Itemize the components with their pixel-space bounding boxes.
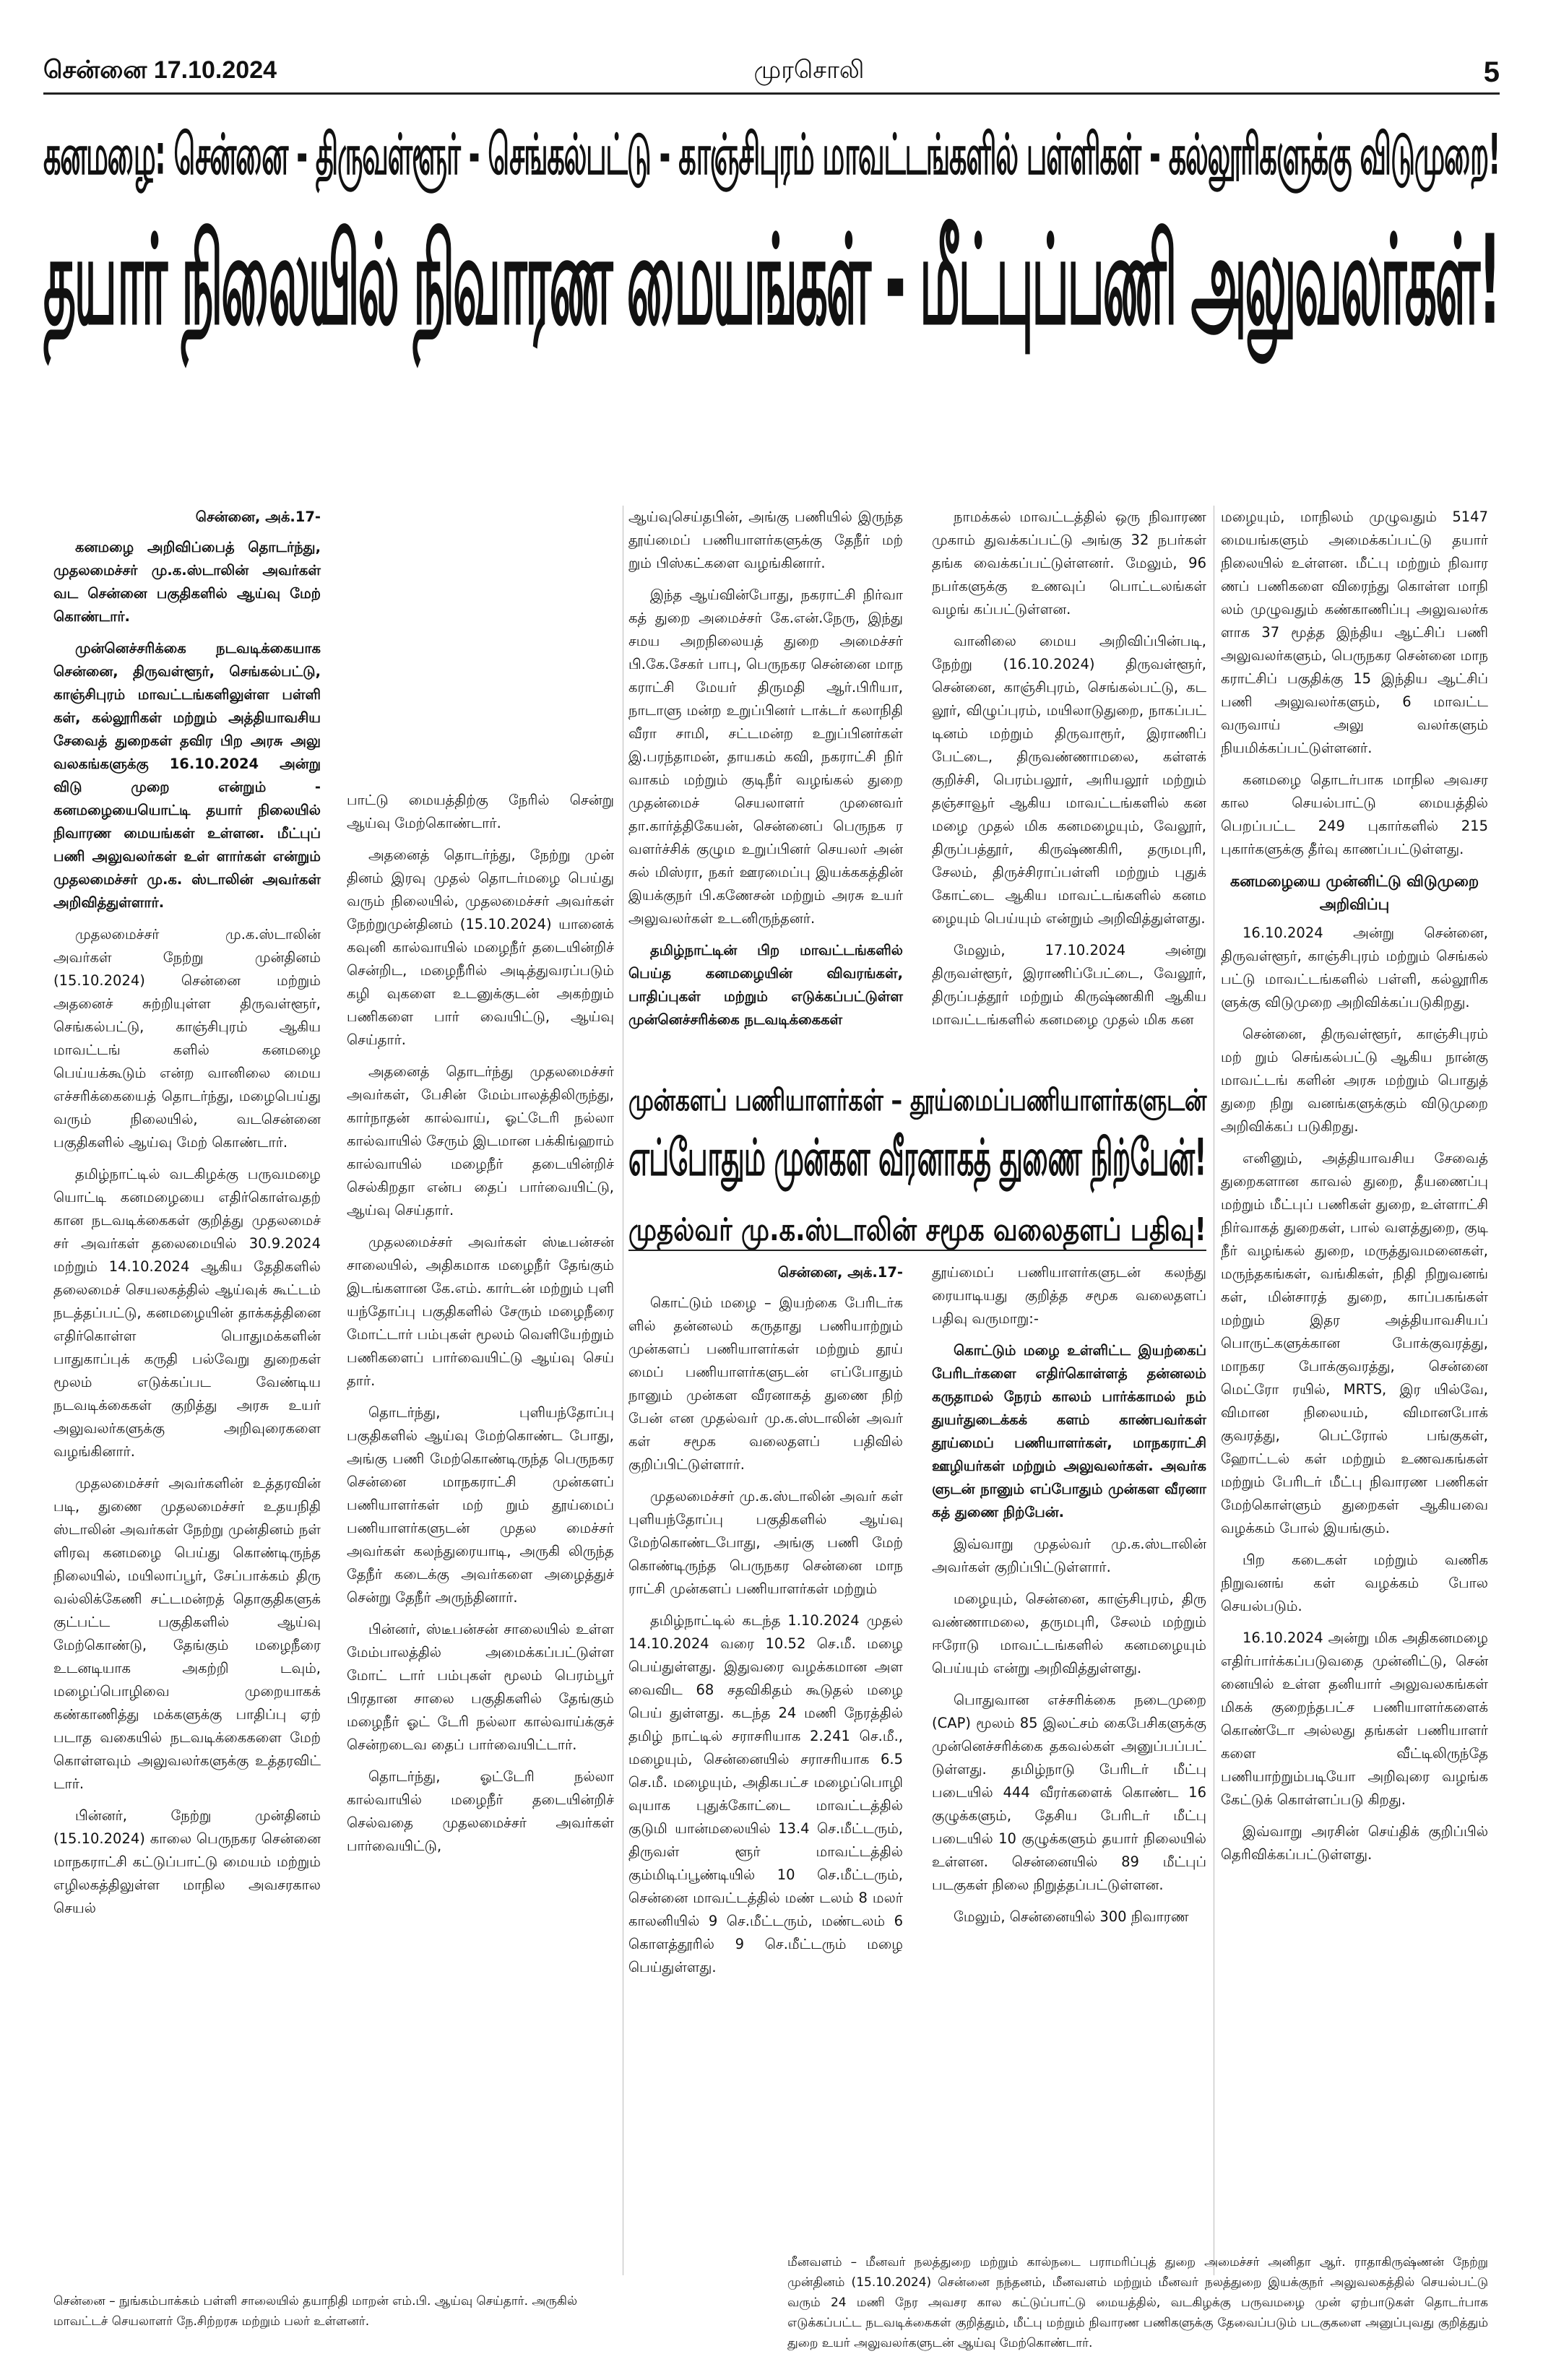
paragraph: நாமக்கல் மாவட்டத்தில் ஒரு நிவாரண முகாம் துவக்கப்பட்டு அங்கு 32 நபர்கள் தங்க வைக்கப்பட்டுள்ளனர். மேலும், 96 நபர்களுக்கு உணவுப் பொட்டலங்கள் வழங் கப்பட்டுள்ளன. [932,509,1206,618]
sub-story-headline: எப்போதும் முன்கள வீரனாகத் துணை நிற்பேன்! [628,1128,1206,1187]
quote-paragraph: கொட்டும் மழை உள்ளிட்ட இயற்கைப் பேரிடர்களை எதிர்கொள்ளத் தன்னலம் கருதாமல் நேரம் காலம் பார்க்காமல் நம் துயர்துடைக்கக் களம் காண்பவர்கள் தூய்மைப் பணியாளர்கள், மாநகராட்சி ஊழியர்கள் மற்றும் அலுவலர்கள். அவர்க ளுடன் நானும் எப்போதும் முன்கள வீரனா கத் துணை நிற்பேன். [932,1342,1206,1520]
paragraph: கனமழை அறிவிப்பைத் தொடர்ந்து, முதலமைச்சர் மு.க.ஸ்டாலின் அவர்கள் வட சென்னை பகுதிகளில் ஆய்வு மேற் கொண்டார். [53,539,321,625]
dateline: சென்னை, அக்.17- [777,1264,903,1281]
paragraph: தமிழ்நாட்டில் வடகிழக்கு பருவமழை யொட்டி கனமழையை எதிர்கொள்வதற் கான நடவடிக்கைகள் குறித்து முதலமைச் சர் அவர்கள் தலைமையில் 30.9.2024 மற்றும் 14.10.2024 ஆகிய தேதிகளில் தலைமைச் செயலகத்தில் ஆய்வுக் கூட்டம் நடத்தப்பட்டு, கனமழையின் தாக்கத்தினை எதிர்கொள்ள பொதுமக்களின் பாதுகாப்புக் கருதி பல்வேறு துறைகள் மூலம் எடுக்கப்பட வேண்டிய நடவடிக்கைகள் குறித்து அரசு உயர் அலுவலர்களுக்கு அறிவுரைகளை வழங்கினார். [53,1166,321,1460]
kicker-headline: கனமழை: சென்னை - திருவள்ளூர் - செங்கல்பட்டு - காஞ்சிபுரம் மாவட்டங்களில் பள்ளிகள் - கல்லூரிகளுக்கு விடுமுறை! [43,121,1500,187]
paragraph: முதலமைச்சர் மு.க.ஸ்டாலின் அவர்கள் நேற்று முன்தினம் (15.10.2024) சென்னை மற்றும் அதனைச் சுற்றியுள்ள திருவள்ளூர், செங்கல்பட்டு, காஞ்சிபுரம் ஆகிய மாவட்டங் களில் கனமழை பெய்யக்கூடும் என்ற வானிலை மைய எச்சரிக்கையைத் தொடர்ந்து, மழைபெய்து வரும் நிலையில், வடசென்னை பகுதிகளில் ஆய்வு மேற் கொண்டார். [53,926,321,1151]
article-column-6 [628,1261,903,1988]
paragraph: முன்னெச்சரிக்கை நடவடிக்கையாக சென்னை, திருவள்ளூர், செங்கல்பட்டு, காஞ்சிபுரம் மாவட்டங்களிலுள்ள பள்ளி கள், கல்லூரிகள் மற்றும் அத்தியாவசிய சேவைத் துறைகள் தவிர பிற அரசு அலு வலகங்களுக்கு 16.10.2024 அன்று விடு முறை என்றும் - கனமழையையொட்டி தயார் நிலையில் நிவாரண மையங்கள் உள்ளன. மீட்புப் பணி அலுவலர்கள் உள் ளார்கள் என்றும் முதலமைச்சர் மு.க. ஸ்டாலின் அவர்கள் அறிவித்துள்ளார். [53,640,321,911]
paragraph: மழையும், மாநிலம் முழுவதும் 5147 மையங்களும் அமைக்கப்பட்டு தயார் நிலையில் உள்ளன. மீட்பு மற்றும் நிவார ணப் பணிகளை விரைந்து கொள்ள மாநி லம் முழுவதும் கண்காணிப்பு அலுவலர்க ளாக 37 மூத்த இந்திய ஆட்சிப் பணி அலுவலர்களும், பெருநகர சென்னை மாந கராட்சிப் பகுதிக்கு 15 இந்திய ஆட்சிப் பணி அலுவலர்களும், 6 மாவட்ட வருவாய் அலு வலர்களும் நியமிக்கப்பட்டுள்ளனர். [1221,509,1488,756]
paragraph: மேலும், சென்னையில் 300 நிவாரண [954,1908,1189,1925]
paragraph: தொடர்ந்து, ஓட்டேரி நல்லா கால்வாயில் மழைநீர் தடையின்றிச் செல்வதை முதலமைச்சர் அவர்கள் பார்வையிட்டு, [347,1768,614,1854]
paragraph: சென்னை, திருவள்ளூர், காஞ்சிபுரம் மற் றும் செங்கல்பட்டு ஆகிய நான்கு மாவட்டங் களின் அரசு மற்றும் பொதுத் துறை நிறு வனங்களுக்கும் விடுமுறை அறிவிக்கப் படுகிறது. [1221,1026,1488,1135]
sub-story-heading [628,1082,1206,1249]
article-column-7 [932,1261,1206,1937]
paragraph: இவ்வாறு முதல்வர் மு.க.ஸ்டாலின் அவர்கள் குறிப்பிட்டுள்ளார். [932,1536,1206,1575]
paragraph: முதலமைச்சர் அவர்கள் ஸ்டீபன்சன் சாலையில், அதிகமாக மழைநீர் தேங்கும் இடங்களான கே.எம். கார்டன் மற்றும் புளி யந்தோப்பு பகுதிகளில் சேரும் மழைநீரை மோட்டார் பம்புகள் மூலம் வெளியேற்றும் பணிகளைப் பார்வையிட்டு ஆய்வு செய் தார். [347,1234,614,1389]
dateline: சென்னை, அக்.17- [195,509,321,525]
subheading: தமிழ்நாட்டின் பிற மாவட்டங்களில் பெய்த கனமழையின் விவரங்கள், பாதிப்புகள் மற்றும் எடுக்கப்பட்டுள்ள முன்னெச்சரிக்கை நடவடிக்கைகள் [628,942,903,1028]
page-date: சென்னை 17.10.2024 [43,56,277,84]
paragraph: தொடர்ந்து, புளியந்தோப்பு பகுதிகளில் ஆய்வு மேற்கொண்ட போது, அங்கு பணி மேற்கொண்டிருந்த பெருநகர சென்னை மாநகராட்சி முன்களப் பணியாளர்கள் மற் றும் தூய்மைப் பணியாளர்களுடன் முதல மைச்சர் அவர்கள் கலந்துரையாடி, அருகி லிருந்த தேநீர் கடைக்கு அவர்களை அழைத்துச் சென்று தேநீர் அருந்தினார். [347,1404,614,1606]
main-headline: தயார் நிலையில் நிவாரண மையங்கள் - மீட்புப்பணி அலுவலர்கள்! [43,208,1500,352]
paragraph: அதனைத் தொடர்ந்து, நேற்று முன் தினம் இரவு முதல் தொடர்மழை பெய்து வரும் நிலையில், முதலமைச்சர் அவர்கள் நேற்றுமுன்தினம் (15.10.2024) யானைக் கவுனி கால்வாயில் மழைநீர் தடையின்றிச் சென்றிட, மழைநீரில் அடித்துவரப்படும் கழி வுகளை உடனுக்குடன் அகற்றும் பணிகளை பார் வையிட்டு, ஆய்வு செய்தார். [347,847,614,1048]
photo-caption-left: சென்னை – நுங்கம்பாக்கம் பள்ளி சாலையில் தயாநிதி மாறன் எம்.பி. ஆய்வு செய்தார். அருகில் மாவட்டச் செயலாளர் நே.சிற்றரசு மற்றும் பலர் உள்ளனர். [53,2294,578,2329]
paragraph: பொதுவான எச்சரிக்கை நடைமுறை (CAP) மூலம் 85 இலட்சம் கைபேசிகளுக்கு முன்னெச்சரிக்கை தகவல்கள் அனுப்பப்பட் டுள்ளது. தமிழ்நாடு பேரிடர் மீட்பு படையில் 444 வீரர்களைக் கொண்ட 16 குழுக்களும், தேசிய பேரிடர் மீட்பு படையில் 10 குழுக்களும் தயார் நிலையில் உள்ளன. சென்னையில் 89 மீட்புப் படகுகள் நிலை நிறுத்தப்பட்டுள்ளன. [932,1692,1206,1893]
paragraph: மேலும், 17.10.2024 அன்று திருவள்ளூர், இராணிப்பேட்டை, வேலூர், திருப்பத்தூர் மற்றும் கிருஷ்ணகிரி ஆகிய மாவட்டங்களில் கனமழை முதல் மிக கன [932,942,1206,1028]
paragraph: வானிலை மைய அறிவிப்பின்படி, நேற்று (16.10.2024) திருவள்ளூர், சென்னை, காஞ்சிபுரம், செங்கல்பட்டு, கட லூர், விழுப்புரம், மயிலாடுதுறை, நாகப்பட் டினம் மற்றும் திருவாரூர், இராணிப் பேட்டை, திருவண்ணாமலை, கள்ளக் குறிச்சி, பெரம்பலூர், அரியலூர் மற்றும் தஞ்சாவூர் ஆகிய மாவட்டங்களில் கன மழை முதல் மிக கனமழையும், வேலூர், திருப்பத்தூர், கிருஷ்ணகிரி, தருமபுரி, சேலம், திருச்சிராப்பள்ளி மற்றும் புதுக் கோட்டை ஆகிய மாவட்டங்களில் கனம ழையும் பெய்யும் என்றும் அறிவித்துள்ளது. [932,633,1206,927]
paragraph: ஆய்வுசெய்தபின், அங்கு பணியில் இருந்த தூய்மைப் பணியாளர்களுக்கு தேநீர் மற் றும் பிஸ்கட்களை வழங்கினார். [628,509,903,571]
paragraph: தமிழ்நாட்டில் கடந்த 1.10.2024 முதல் 14.10.2024 வரை 10.52 செ.மீ. மழை பெய்துள்ளது. இதுவரை வழக்கமான அள வைவிட 68 சதவிகிதம் கூடுதல் மழை பெய் துள்ளது. கடந்த 24 மணி நேரத்தில் தமிழ் நாட்டில் சராசரியாக 2.241 செ.மீ., மழையும், சென்னையில் சராசரியாக 6.5 செ.மீ. மழையும், அதிகபட்ச மழைப்பொழி வுயாக புதுக்கோட்டை மாவட்டத்தில் குடுமி யான்மலையில் 13.4 செ.மீட்டரும், திருவள் ளூர் மாவட்டத்தில் கும்மிடிப்பூண்டியில் 10 செ.மீட்டரும், சென்னை மாவட்டத்தில் மண் டலம் 8 மலர் காலனியில் 9 செ.மீட்டரும், மண்டலம் 6 கொளத்தூரில் 9 செ.மீட்டரும் மழை பெய்துள்ளது. [628,1612,903,1976]
page-number: 5 [1483,56,1500,88]
paragraph: பிற கடைகள் மற்றும் வணிக நிறுவனங் கள் வழக்கம் போல செயல்படும். [1221,1552,1488,1614]
photo-caption-right: மீனவளம் – மீனவர் நலத்துறை மற்றும் கால்நடை பராமரிப்புத் துறை அமைச்சர் அனிதா ஆர். ராதாகிருஷ்ணன் நேற்று முன்தினம் (15.10.2024) சென்னை நந்தனம், மீனவளம் மற்றும் மீனவர் நலத்துறை இயக்குநர் அலுவலகத்தில் செயல்பட்டு வரும் 24 மணி நேர அவசர கால கட்டுப்பாட்டு மையத்தில், வடகிழக்கு பருவமழை முன் ஏற்பாடுகள் தொடர்பாக எடுக்கப்பட்ட நடவடிக்கைகள் குறித்தும், மீட்பு மற்றும் நிவாரண பணிகளுக்கு தேவைப்படும் படகுகளை அனுப்புவது குறித்தும் துறை உயர் அலுவலர்களுடன் ஆய்வு மேற்கொண்டார். [787,2255,1488,2350]
paragraph: பின்னர், நேற்று முன்தினம் (15.10.2024) காலை பெருநகர சென்னை மாநகராட்சி கட்டுப்பாட்டு மையம் மற்றும் எழிலகத்திலுள்ள மாநில அவசரகால செயல் [53,1807,321,1916]
paragraph: முதலமைச்சர் அவர்களின் உத்தரவின் படி, துணை முதலமைச்சர் உதயநிதி ஸ்டாலின் அவர்கள் நேற்று முன்தினம் நள் ளிரவு கனமழை பெய்து கொண்டிருந்த நிலையில், மயிலாப்பூர், சேப்பாக்கம் திரு வல்லிக்கேணி சட்டமன்றத் தொகுதிகளுக் குட்பட்ட பகுதிகளில் ஆய்வு மேற்கொண்டு, தேங்கும் மழைநீரை உடனடியாக அகற்றி டவும், மழைப்பொழிவை முறையாகக் கண்காணித்து மக்களுக்கு பாதிப்பு ஏற் படாத வகையில் நடவடிக்கைகளை மேற் கொள்ளவும் அலுவலர்களுக்கு உத்தரவிட் டார். [53,1475,321,1792]
paragraph: 16.10.2024 அன்று மிக அதிகனமழை எதிர்பார்க்கப்படுவதை முன்னிட்டு, சென் னையில் உள்ள தனியார் அலுவலகங்கள் மிகக் குறைந்தபட்ச பணியாளர்களைக் கொண்டோ அல்லது தங்கள் பணியாளர் களை வீட்டிலிருந்தே பணியாற்றும்படியோ அறிவுரை வழங்க கேட்டுக் கொள்ளப்படு கிறது. [1221,1630,1488,1808]
article-column-5 [1221,506,1488,1875]
sub-story-rule [628,1250,1206,1251]
paragraph: பின்னர், ஸ்டீபன்சன் சாலையில் உள்ள மேம்பாலத்தில் அமைக்கப்பட்டுள்ள மோட் டார் பம்புகள் மூலம் பெரம்பூர் பிரதான சாலை பகுதிகளில் தேங்கும் மழைநீர் ஓட் டேரி நல்லா கால்வாய்க்குச் சென்றடைவ தைப் பார்வையிட்டார். [347,1621,614,1753]
paragraph: அதனைத் தொடர்ந்து முதலமைச்சர் அவர்கள், பேசின் மேம்பாலத்திலிருந்து, கார்நாதன் கால்வாய், ஓட்டேரி நல்லா கால்வாயில் சேரும் இடமான பக்கிங்ஹாம் கால்வாயில் மழைநீர் தடையின்றிச் செல்கிறதா என்ப தைப் பார்வையிட்டு, ஆய்வு செய்தார். [347,1063,614,1219]
sub-story-kicker: முன்களப் பணியாளர்கள் – தூய்மைப்பணியாளர்களுடன் [628,1083,1207,1118]
paragraph: இந்த ஆய்வின்போது, நகராட்சி நிர்வா கத் துறை அமைச்சர் கே.என்.நேரு, இந்து சமய அறநிலையத் துறை அமைச்சர் பி.கே.சேகர் பாபு, பெருநகர சென்னை மாந கராட்சி மேயர் திருமதி ஆர்.பிரியா, நாடாளு மன்ற உறுப்பினர் டாக்டர் கலாநிதி வீரா சாமி, சட்டமன்ற உறுப்பினர்கள் இ.பரந்தாமன், தாயகம் கவி, நகராட்சி நிர் வாகம் மற்றும் குடிநீர் வழங்கல் துறை முதன்மைச் செயலாளர் முனைவர் தா.கார்த்திகேயன், சென்னைப் பெருநக ர வளர்ச்சிக் குழும உறுப்பினர் செயலர் அன் சுல் மிஸ்ரா, நகர் ஊரமைப்பு இயக்ககத்தின் இயக்குநர் பி.கணேசன் மற்றும் அரசு உயர் அலுவலர்கள் உடனிருந்தனர். [628,587,903,927]
article-column-2 [347,789,614,1866]
newspaper-name: முரசொலி [753,56,865,84]
paragraph: முதலமைச்சர் மு.க.ஸ்டாலின் அவர் கள் புளியந்தோப்பு பகுதிகளில் ஆய்வு மேற்கொண்டபோது, அங்கு பணி மேற் கொண்டிருந்த பெருநகர சென்னை மாந ராட்சி முன்களப் பணியாளர்கள் மற்றும் [628,1488,903,1597]
paragraph: பாட்டு மையத்திற்கு நேரில் சென்று ஆய்வு மேற்கொண்டார். [347,792,614,831]
article-column-3 [628,506,903,1040]
sub-story-subheadline: முதல்வர் மு.க.ஸ்டாலின் சமூக வலைதளப் பதிவு! [628,1212,1206,1248]
article-column-1 [53,506,321,1929]
paragraph: இவ்வாறு அரசின் செய்திக் குறிப்பில் தெரிவிக்கப்பட்டுள்ளது. [1221,1823,1488,1863]
paragraph: கனமழை தொடர்பாக மாநில அவசர கால செயல்பாட்டு மையத்தில் பெறப்பட்ட 249 புகார்களில் 215 புகார்களுக்கு தீர்வு காணப்பட்டுள்ளது. [1221,771,1488,857]
paragraph: மழையும், சென்னை, காஞ்சிபுரம், திரு வண்ணாமலை, தருமபுரி, சேலம் மற்றும் ஈரோடு மாவட்டங்களில் கனமழையும் பெய்யும் என்று அறிவித்துள்ளது. [932,1591,1206,1676]
article-column-4 [932,506,1206,1040]
paragraph: தூய்மைப் பணியாளர்களுடன் கலந்து ரையாடியது குறித்த சமூக வலைதளப் பதிவு வருமாறு:- [932,1264,1206,1327]
subheading: கனமழையை முன்னிட்டு விடுமுறை அறிவிப்பு [1229,873,1479,913]
paragraph: 16.10.2024 அன்று சென்னை, திருவள்ளூர், காஞ்சிபுரம் மற்றும் செங்கல் பட்டு மாவட்டங்களில் பள்ளி, கல்லூரிக ளுக்கு விடுமுறை அறிவிக்கப்படுகிறது. [1221,925,1488,1011]
paragraph: கொட்டும் மழை – இயற்கை பேரிடர்க ளில் தன்னலம் கருதாது பணியாற்றும் முன்களப் பணியாளர்கள் மற்றும் தூய் மைப் பணியாளர்களுடன் எப்போதும் நானும் முன்கள வீரனாகத் துணை நிற் பேன் என முதல்வர் மு.க.ஸ்டாலின் அவர் கள் சமூக வலைதளப் பதிவில் குறிப்பிட்டுள்ளார். [628,1294,903,1473]
paragraph: எனினும், அத்தியாவசிய சேவைத் துறைகளான காவல் துறை, தீயணைப்பு மற்றும் மீட்புப் பணிகள் துறை, உள்ளாட்சி நிர்வாகத் துறைகள், பால் வளத்துறை, குடி நீர் வழங்கல் துறை, மருத்துவமனைகள், மருந்தகங்கள், வங்கிகள், நிதி நிறுவனங் கள், மின்சாரத் துறை, காப்பகங்கள் மற்றும் இதர அத்தியாவசியப் பொருட்களுக்கான போக்குவரத்து, மாநகர போக்குவரத்து, சென்னை மெட்ரோ ரயில், MRTS, இர யில்வே, விமான நிலையம், விமானபோக் குவரத்து, பெட்ரோல் பங்குகள், ஹோட்டல் கள் மற்றும் உணவகங்கள் மற்றும் பேரிடர் மீட்பு நிவாரண பணிகள் மேற்கொள்ளும் துறைகள் ஆகியவை வழக்கம் போல் இயங்கும். [1221,1150,1488,1536]
header-rule [43,92,1500,95]
